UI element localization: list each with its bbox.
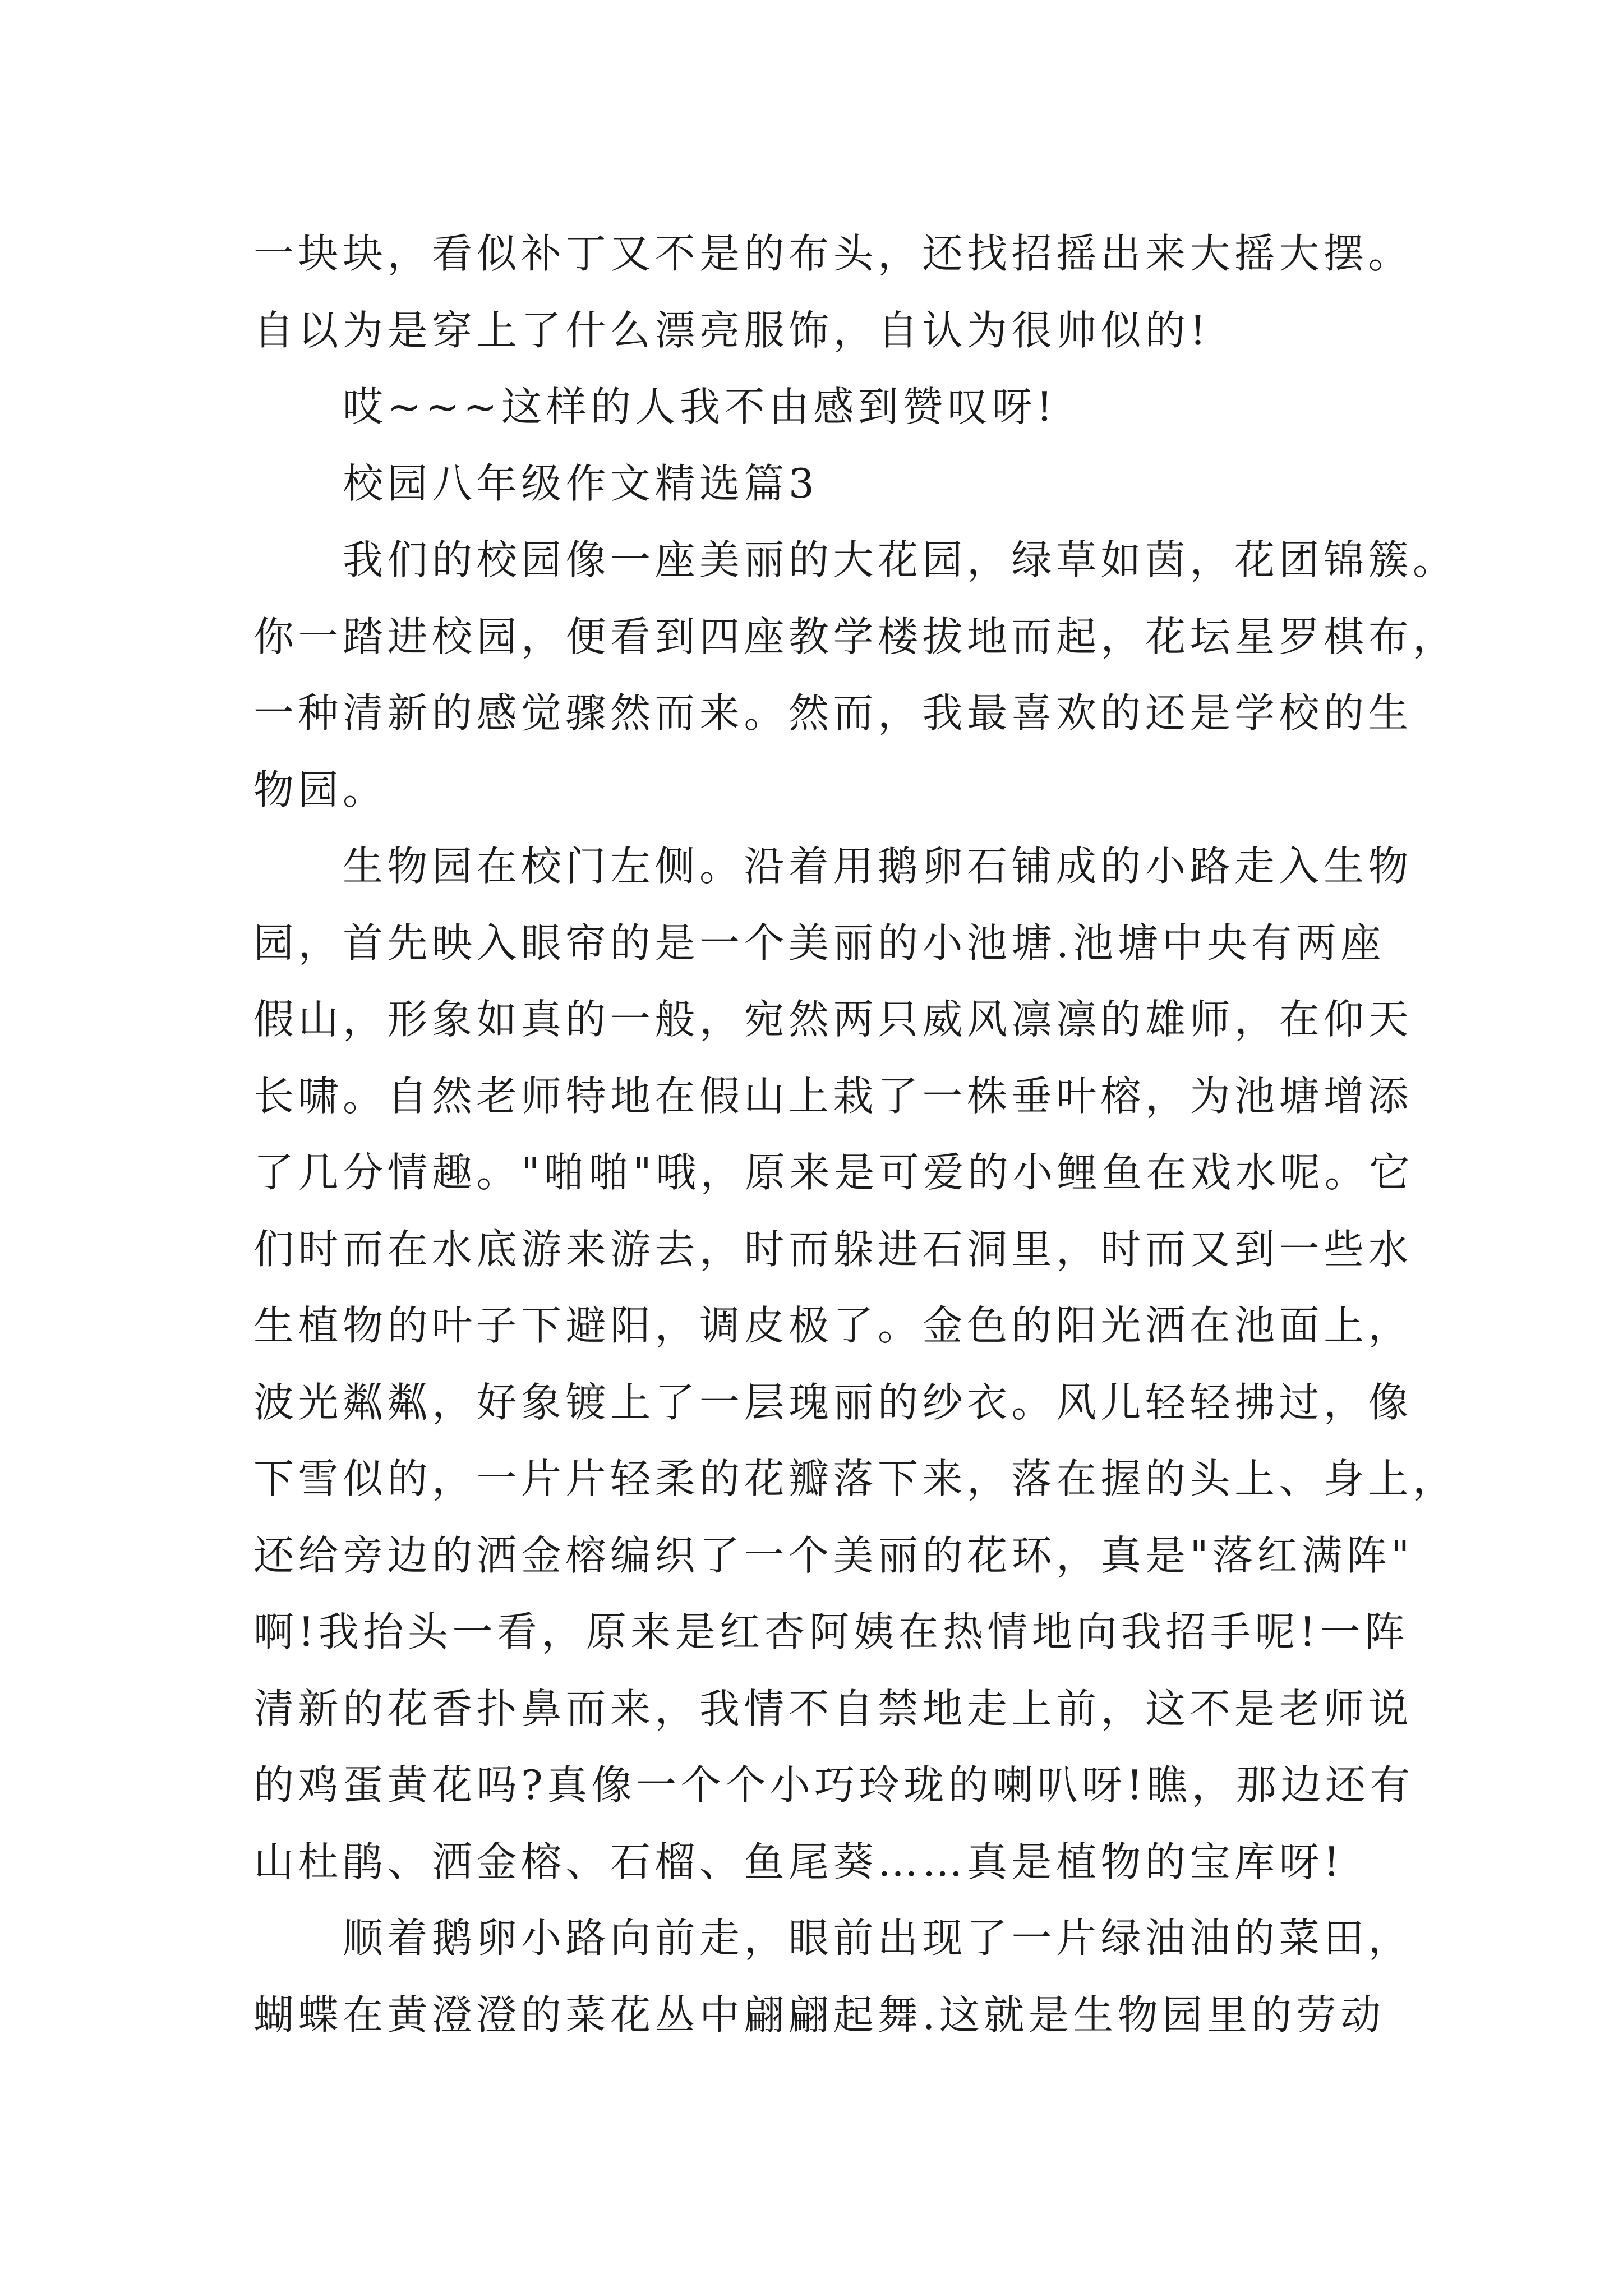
section-title: 校园八年级作文精选篇3 <box>343 459 819 507</box>
text-line: 哎~~~这样的人我不由感到赞叹呀! <box>343 383 1057 430</box>
text-line: 蝴蝶在黄澄澄的菜花丛中翩翩起舞.这就是生物园里的劳动 <box>253 1991 1385 2039</box>
text-line: 园，首先映入眼帘的是一个美丽的小池塘.池塘中央有两座 <box>253 919 1385 967</box>
text-line: 自以为是穿上了什么漂亮服饰，自认为很帅似的! <box>253 306 1210 354</box>
text-line: 的鸡蛋黄花吗?真像一个个小巧玲珑的喇叭呀!瞧，那边还有 <box>253 1761 1415 1809</box>
paragraph <box>253 522 1623 828</box>
text-line: 长啸。自然老师特地在假山上栽了一株垂叶榕，为池塘增添 <box>253 1072 1413 1120</box>
text-line: 生植物的叶子下避阳，调皮极了。金色的阳光洒在池面上， <box>253 1302 1413 1349</box>
text-line: 一块块，看似补丁又不是的布头，还找招摇出来大摇大摆。 <box>253 230 1413 277</box>
text-line: 山杜鹃、洒金榕、石榴、鱼尾葵……真是植物的宝库呀! <box>253 1838 1344 1885</box>
text-line: 清新的花香扑鼻而来，我情不自禁地走上前，这不是老师说 <box>253 1685 1413 1732</box>
text-line: 了几分情趣。"啪啪"哦，原来是可爱的小鲤鱼在戏水呢。它 <box>253 1149 1414 1196</box>
text-line: 下雪似的，一片片轻柔的花瓣落下来，落在握的头上、身上， <box>253 1455 1458 1502</box>
text-line: 顺着鹅卵小路向前走，眼前出现了一片绿油油的菜田， <box>343 1915 1413 1962</box>
text-line: 物园。 <box>253 766 388 813</box>
text-line: 假山，形象如真的一般，宛然两只威风凛凛的雄师，在仰天 <box>253 996 1413 1043</box>
text-line: 波光粼粼，好象镀上了一层瑰丽的纱衣。风儿轻轻拂过，像 <box>253 1378 1413 1426</box>
text-line: 一种清新的感觉骤然而来。然而，我最喜欢的还是学校的生 <box>253 689 1413 737</box>
text-line: 生物园在校门左侧。沿着用鹅卵石铺成的小路走入生物 <box>343 843 1413 890</box>
paragraph <box>253 369 1623 445</box>
paragraph <box>253 828 1623 1900</box>
text-line: 你一踏进校园，便看到四座教学楼拔地而起，花坛星罗棋布， <box>253 613 1458 660</box>
text-line: 啊!我抬头一看，原来是红杏阿姨在热情地向我招手呢!一阵 <box>253 1608 1409 1655</box>
text-line: 们时而在水底游来游去，时而躲进石洞里，时而又到一些水 <box>253 1225 1413 1273</box>
paragraph <box>253 1900 1623 2053</box>
text-line: 我们的校园像一座美丽的大花园，绿草如茵，花团锦簇。 <box>343 536 1458 583</box>
text-line: 还给旁边的洒金榕编织了一个美丽的花环，真是"落红满阵" <box>253 1531 1414 1579</box>
paragraph <box>253 215 1623 369</box>
